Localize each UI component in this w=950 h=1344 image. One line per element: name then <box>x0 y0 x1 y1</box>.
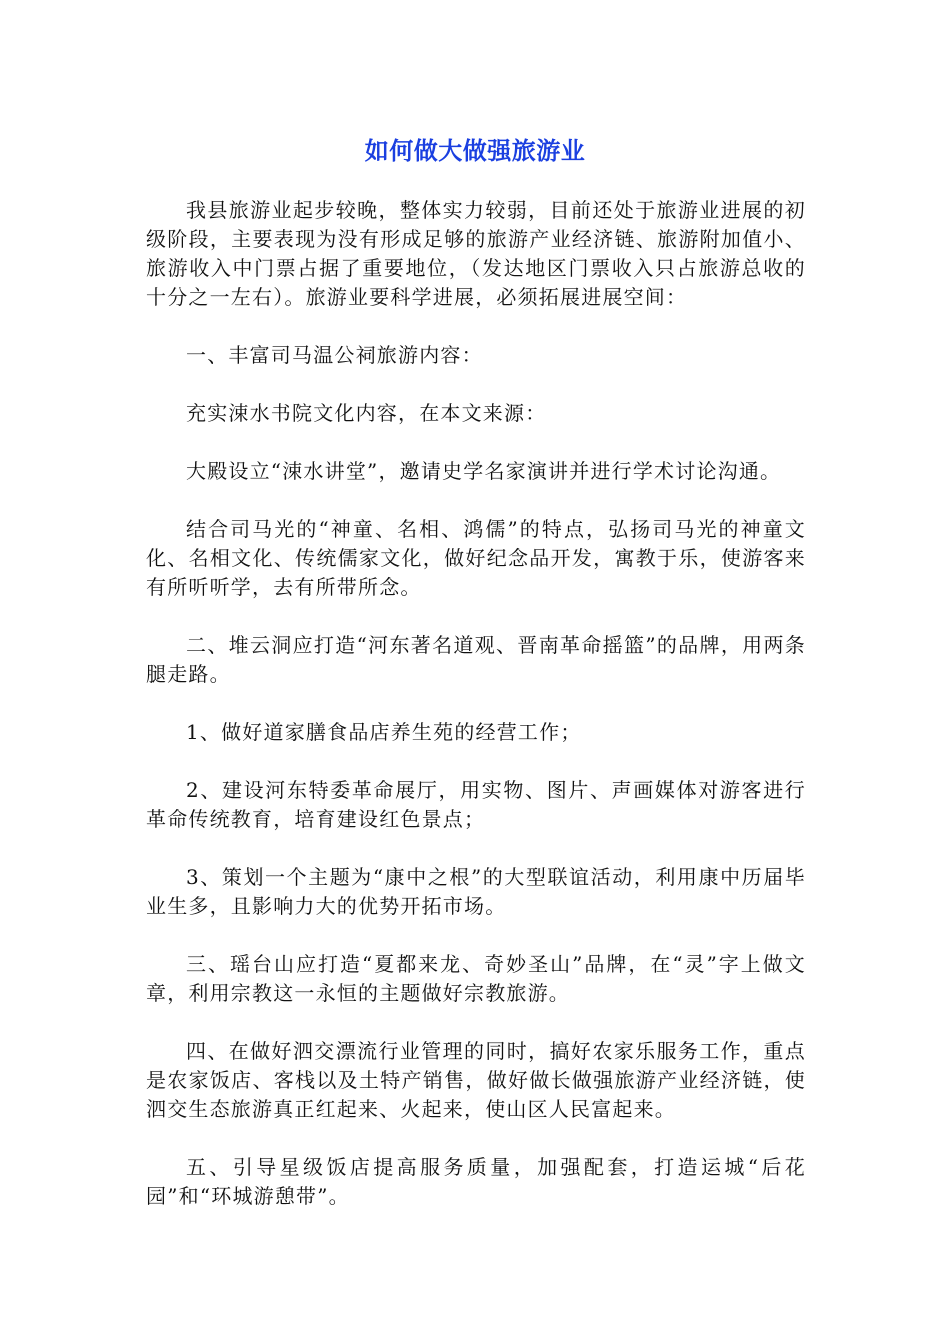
paragraph-item-1: 1、做好道家膳食品店养生苑的经营工作； <box>186 720 582 744</box>
document-title: 如何做大做强旅游业 <box>364 137 586 165</box>
paragraph-section-4: 四、在做好泗交漂流行业管理的同时，搞好农家乐服务工作，重点是农家饭店、客栈以及土特产销售，做好做长做强旅游产业经济链，使泗交生态旅游真正红起来、火起来，使山区人民富起来。 <box>146 1039 806 1121</box>
paragraph-section-3: 三、瑶台山应打造“夏都来龙、奇妙圣山”品牌，在“灵”字上做文章，利用宗教这一永恒的主题做好宗教旅游。 <box>146 952 806 1005</box>
paragraph-intro: 我县旅游业起步较晚，整体实力较弱，目前还处于旅游业进展的初级阶段，主要表现为没有形成足够的旅游产业经济链、旅游附加值小、旅游收入中门票占据了重要地位，（发达地区门票收入只占旅游总收的十分之一左右）。旅游业要科学进展，必须拓展进展空间： <box>146 198 806 309</box>
document-body <box>146 196 806 1240</box>
paragraph-shushui-academy: 充实涑水书院文化内容，在本文来源： <box>186 401 547 425</box>
paragraph-section-5: 五、引导星级饭店提高服务质量，加强配套，打造运城“后花园”和“环城游憩带”。 <box>146 1155 806 1208</box>
paragraph-item-2: 2、建设河东特委革命展厅，用实物、图片、声画媒体对游客进行革命传统教育，培育建设红色景点； <box>146 778 806 831</box>
paragraph-section-2-heading: 二、堆云洞应打造“河东著名道观、晋南革命摇篮”的品牌，用两条腿走路。 <box>146 633 806 686</box>
paragraph-sima-guang-culture: 结合司马光的“神童、名相、鸿儒”的特点，弘扬司马光的神童文化、名相文化、传统儒家文化，做好纪念品开发，寓教于乐，使游客来有所听听学，去有所带所念。 <box>146 517 806 599</box>
paragraph-item-3: 3、策划一个主题为“康中之根”的大型联谊活动，利用康中历届毕业生多，且影响力大的优势开拓市场。 <box>146 865 806 918</box>
paragraph-lecture-hall: 大殿设立“涑水讲堂”，邀请史学名家演讲并进行学术讨论沟通。 <box>186 459 782 483</box>
paragraph-section-1-heading: 一、丰富司马温公祠旅游内容： <box>186 343 483 367</box>
